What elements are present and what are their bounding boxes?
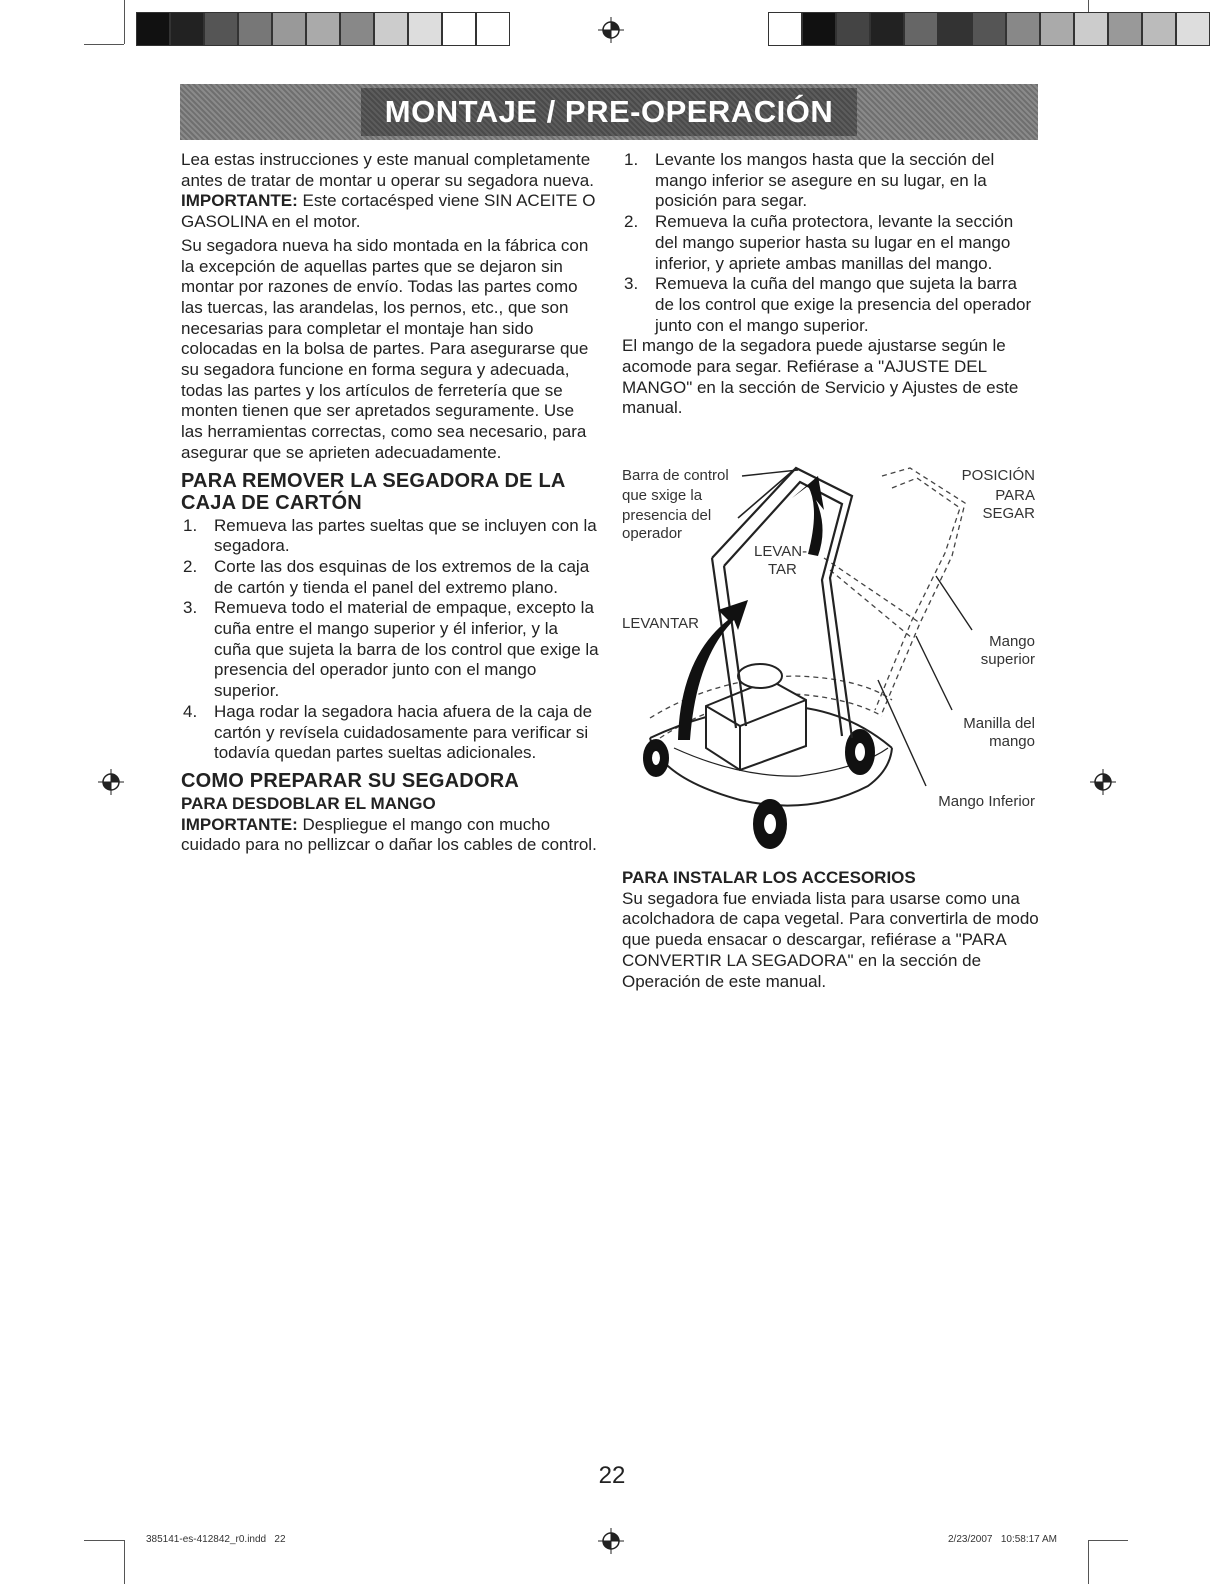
engine bbox=[706, 664, 806, 770]
important-text: Despliegue el mango con mucho cuidado para no pellizcar o dañar los cables de control. bbox=[181, 814, 597, 855]
list-item: 2. Remueva la cuña protectora, levante la sección del mango superior hasta su lugar en el mango inferior, y apriete ambas manillas del mango. bbox=[624, 212, 1014, 273]
label-mowing-position: POSICIÓN bbox=[961, 467, 1035, 484]
label-lift: TAR bbox=[768, 561, 797, 578]
handle-steps-list bbox=[622, 150, 1040, 336]
crop-mark bbox=[124, 1540, 125, 1584]
list-item: 1. Levante los mangos hasta que la sección del mango inferior se asegure en su lugar, en la posición para segar. bbox=[624, 150, 995, 211]
assembly-paragraph: Su segadora nueva ha sido montada en la fábrica con la excepción de aquellas partes que se dejaron sin montar por razones de envío. Todas las partes como las tuercas, las arandelas, los pernos, etc., que son necesarias para completar el montaje han sido colocadas en la bolsa de partes. Para asegurarse que su segadora funcione en forma segura y adecuada, todas las partes y los artículos de ferretería que se monten tienen que ser apretados seguramente. Use las herramientas correctas, como sea necesario, para asegurar que se aprieten adecuadamente. bbox=[181, 235, 589, 462]
label-lift-left: LEVANTAR bbox=[622, 615, 699, 632]
handle-adjust-paragraph: El mango de la segadora puede ajustarse según le acomode para segar. Refiérase a "AJUSTE DEL MANGO" en la sección de Servicio y Ajustes de este manual. bbox=[622, 336, 1019, 418]
crop-mark bbox=[124, 0, 125, 44]
label-control-bar: Barra de control bbox=[622, 467, 729, 484]
footer-timestamp: 2/23/2007 10:58:17 AM bbox=[948, 1534, 1057, 1545]
list-item: 1. Remueva las partes sueltas que se incluyen con la segadora. bbox=[183, 515, 597, 556]
list-item: 3. Remueva todo el material de empaque, excepto la cuña entre el mango superior y él inferior, y la cuña que sujeta la barra de los control que exige la presencia del operador junto con el mango superior. bbox=[183, 598, 599, 701]
section-banner bbox=[180, 84, 1038, 140]
list-item: 2. Corte las dos esquinas de los extremos de la caja de cartón y tienda el panel del extremo plano. bbox=[183, 556, 590, 597]
remove-steps-list bbox=[181, 516, 599, 764]
crop-mark bbox=[1088, 1540, 1089, 1584]
important-note bbox=[181, 815, 599, 856]
print-color-bar-left bbox=[136, 12, 510, 46]
label-control-bar: operador bbox=[622, 525, 683, 542]
crop-mark bbox=[84, 1540, 124, 1541]
intro-paragraph: Lea estas instrucciones y este manual completamente antes de tratar de montar u operar su segadora nueva. bbox=[181, 150, 594, 190]
label-handle-knob: Manilla del bbox=[963, 715, 1035, 732]
page-title: MONTAJE / PRE-OPERACIÓN bbox=[361, 88, 857, 136]
important-note bbox=[181, 191, 599, 232]
label-upper-handle: superior bbox=[980, 651, 1035, 668]
label-control-bar: presencia del bbox=[622, 507, 712, 524]
label-control-bar: que sxige la bbox=[622, 487, 703, 504]
list-item: 4. Haga rodar la segadora hacia afuera de la caja de cartón y revísela cuidadosamente para verificar si todavía quedan partes sueltas adicionales. bbox=[183, 701, 593, 763]
heading-remove-from-carton: PARA REMOVER LA SEGADORA DE LA CAJA DE CARTÓN bbox=[181, 469, 565, 514]
important-text: Este cortacésped viene SIN ACEITE O GASOLINA en el motor. bbox=[181, 191, 596, 232]
subheading-unfold-handle: PARA DESDOBLAR EL MANGO bbox=[181, 793, 436, 813]
heading-install-accessories: PARA INSTALAR LOS ACCESORIOS bbox=[622, 868, 916, 887]
left-column bbox=[181, 150, 599, 856]
label-upper-handle: Mango bbox=[989, 633, 1035, 650]
registration-mark-icon bbox=[598, 17, 624, 43]
registration-mark-icon bbox=[98, 769, 124, 795]
label-mowing-position: SEGAR bbox=[982, 505, 1035, 522]
accessories-paragraph: Su segadora fue enviada lista para usarse como una acolchadora de capa vegetal. Para convertirla de modo que pueda ensacar o descargar, refiérase a "PARA CONVERTIR LA SEGADORA" en la sección de Operación de este manual. bbox=[622, 888, 1039, 991]
important-label: IMPORTANTE: bbox=[181, 191, 298, 211]
registration-mark-icon bbox=[598, 1528, 624, 1554]
print-color-bar-right bbox=[768, 12, 1210, 46]
label-handle-knob: mango bbox=[989, 733, 1035, 750]
mower-handle-diagram bbox=[620, 448, 1040, 868]
registration-mark-icon bbox=[1090, 769, 1116, 795]
label-mowing-position: PARA bbox=[995, 487, 1035, 504]
label-lift: LEVAN- bbox=[754, 543, 808, 560]
page-number: 22 bbox=[598, 1462, 626, 1489]
right-column bbox=[622, 150, 1040, 419]
heading-prepare-mower: COMO PREPARAR SU SEGADORA bbox=[181, 769, 519, 792]
footer-file-slug: 385141-es-412842_r0.indd 22 bbox=[146, 1534, 286, 1545]
important-label: IMPORTANTE: bbox=[181, 814, 298, 834]
crop-mark bbox=[84, 44, 124, 45]
accessories-section bbox=[622, 868, 1040, 992]
label-lower-handle: Mango Inferior bbox=[938, 793, 1035, 810]
crop-mark bbox=[1088, 1540, 1128, 1541]
list-item: 3. Remueva la cuña del mango que sujeta la barra de los control que exige la presencia del operador junto con el mango superior. bbox=[624, 274, 1032, 335]
